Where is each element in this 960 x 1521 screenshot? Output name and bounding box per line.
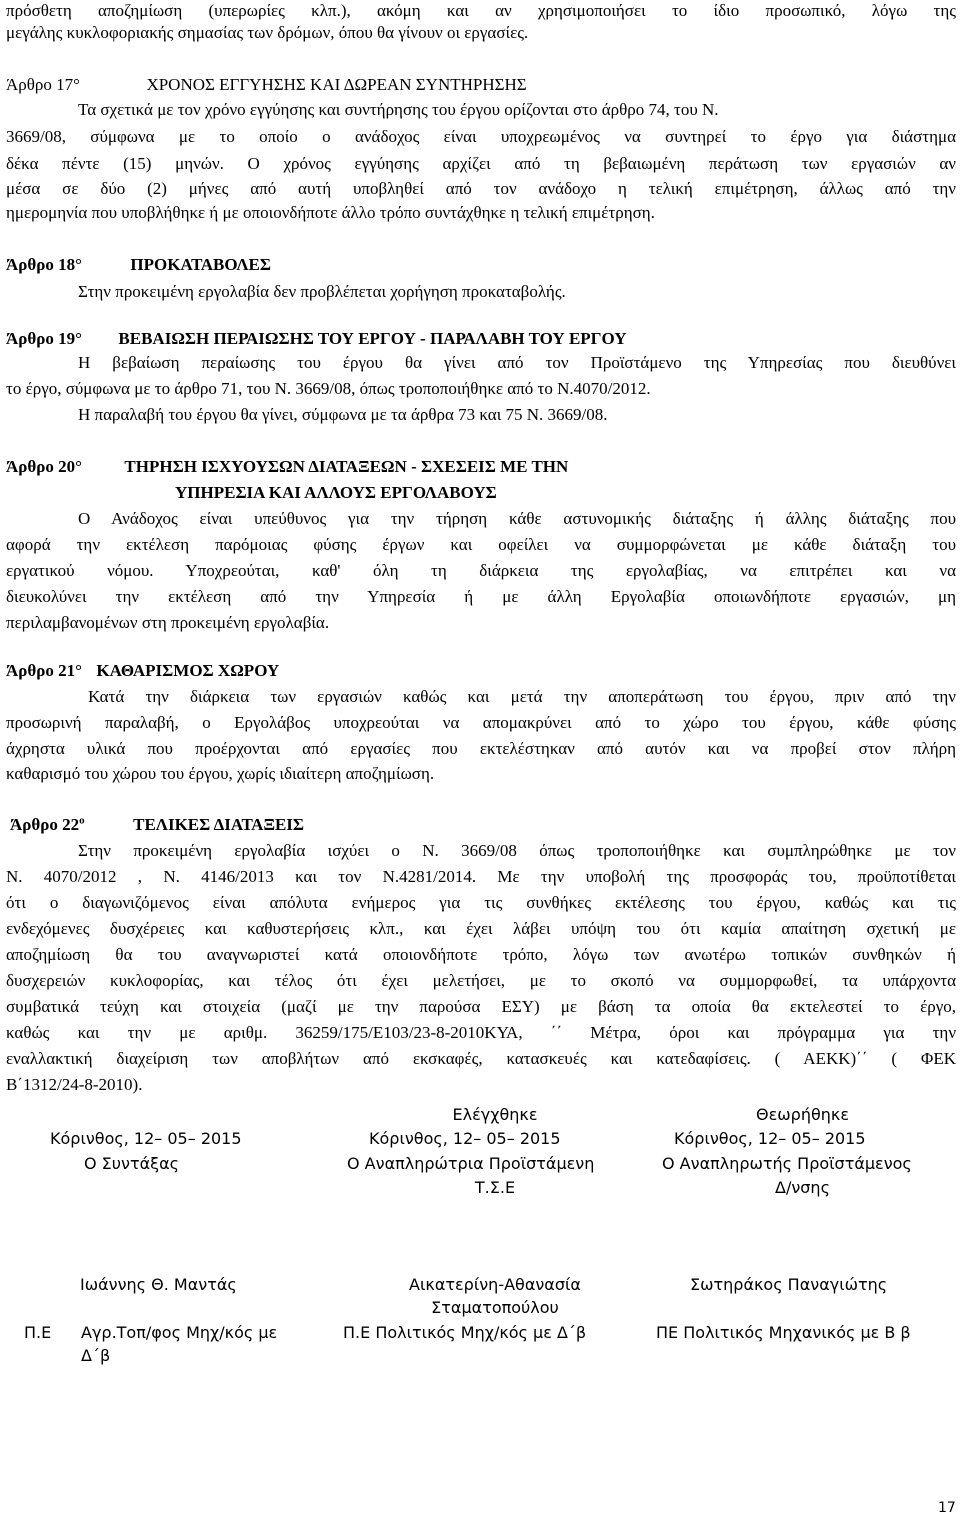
- signature-heading: Ελέγχθηκε: [452, 1105, 538, 1124]
- paragraph-line: Κατά την διάρκεια των εργασιών καθώς και μετά την αποπεράτωση του έργου, πριν από την: [88, 687, 956, 706]
- paragraph-line: συμβατικά τεύχη και στοιχεία (μαζί με την παρούσα ΕΣΥ) με βάση τα οποία θα εκτελεστεί το έργο,: [6, 997, 956, 1016]
- article-19-heading: [6, 328, 627, 350]
- paragraph-line: διευκολύνει την εκτέλεση από την Υπηρεσία ή με άλλη Εργολαβία οποιωνδήποτε εργασιών, μη: [6, 587, 956, 606]
- page-number: 17: [938, 1500, 956, 1516]
- paragraph-line: Στην προκειμένη εργολαβία ισχύει ο Ν. 3669/08 όπως τροποποιήθηκε και συμπληρώθηκε με τον: [78, 841, 956, 860]
- signer-title: ΠΕ Πολιτικός Μηχανικός με Β β: [656, 1323, 911, 1342]
- paragraph-line: περιλαμβανομένων στη προκειμένη εργολαβία.: [6, 613, 330, 632]
- paragraph-line: Η βεβαίωση περαίωσης του έργου θα γίνει από τον Προϊστάμενο της Υπηρεσίας που διευθύνει: [78, 353, 956, 372]
- paragraph-line: Β΄1312/24-8-2010).: [6, 1075, 143, 1094]
- signature-role: Τ.Σ.Ε: [474, 1178, 516, 1197]
- signer-title: Αγρ.Τοπ/φος Μηχ/κός με: [81, 1323, 278, 1342]
- signature-role: Ο Αναπληρώτρια Προϊστάμενη: [347, 1154, 595, 1173]
- signer-name: Αικατερίνη-Αθανασία: [409, 1275, 581, 1294]
- signer-title: Δ΄β: [81, 1346, 111, 1365]
- signature-date: Κόρινθος, 12– 05– 2015: [674, 1129, 866, 1148]
- paragraph-line: δέκα πέντε (15) μηνών. Ο χρόνος εγγύησης αρχίζει από τη βεβαιωμένη περάτωση των εργασιών αν: [6, 154, 956, 173]
- paragraph-line: εναλλακτική διαχείριση των αποβλήτων από εκσκαφές, κατασκευές και κατεδαφίσεις. ( ΑΕΚΚ)΄΄ ( ΦΕΚ: [6, 1049, 956, 1068]
- paragraph-line: Ν. 4070/2012 , Ν. 4146/2013 και τον Ν.4281/2014. Με την υποβολή της προσφοράς του, προϋποτίθεται: [6, 867, 956, 886]
- signer-name: Σταματοπούλου: [431, 1298, 559, 1317]
- article-18-heading: [6, 254, 271, 276]
- paragraph-line: καθώς και την με αριθμ. 36259/175/Ε103/23-8-2010ΚΥΑ, ΄΄ Μέτρα, όροι και πρόγραμμα για την: [6, 1023, 956, 1042]
- article-label: Άρθρο 17°: [6, 75, 80, 94]
- article-21-heading: [6, 660, 279, 682]
- signer-name: Σωτηράκος Παναγιώτης: [690, 1275, 888, 1294]
- paragraph-line: αφορά την εκτέλεση παρόμοιας φύσης έργων και οφείλει να συμμορφώνεται με κάθε διάταξη του: [6, 535, 956, 554]
- paragraph-line: καθαρισμό του χώρου του έργου, χωρίς ιδιαίτερη αποζημίωση.: [6, 764, 435, 783]
- article-title: ΤΗΡΗΣΗ ΙΣΧΥΟΥΣΩΝ ΔΙΑΤΑΞΕΩΝ - ΣΧΕΣΕΙΣ ΜΕ ΤΗΝ: [124, 457, 569, 476]
- article-label: Άρθρο 20°: [6, 457, 82, 476]
- signature-role: Ο Συντάξας: [84, 1154, 180, 1173]
- paragraph-line: Η παραλαβή του έργου θα γίνει, σύμφωνα με τα άρθρα 73 και 75 Ν. 3669/08.: [78, 405, 608, 424]
- paragraph-line: το έργο, σύμφωνα με το άρθρο 71, του Ν. 3669/08, όπως τροποποιήθηκε από το Ν.4070/2012.: [6, 379, 651, 398]
- article-title: ΧΡΟΝΟΣ ΕΓΓΥΗΣΗΣ ΚΑΙ ΔΩΡΕΑΝ ΣΥΝΤΗΡΗΣΗΣ: [146, 75, 527, 94]
- article-label: Άρθρο 21°: [6, 661, 82, 680]
- signature-date: Κόρινθος, 12– 05– 2015: [369, 1129, 561, 1148]
- paragraph-line: αποζημίωση θα του αναγνωριστεί κατά οποιονδήποτε τρόπο, λόγω των ανωτέρω τοπικών συνθηκών ή: [6, 945, 956, 964]
- signer-name: Ιωάννης Θ. Μαντάς: [80, 1275, 237, 1294]
- paragraph-line: δυσχερειών κυκλοφορίας, και τέλος ότι έχει μελετήσει, με το σκοπό να συμμορφωθεί, τα υπάρχοντα: [6, 971, 956, 990]
- paragraph-line: μέσα σε δύο (2) μήνες από αυτή υποβληθεί από τον ανάδοχο η τελική επιμέτρηση, άλλως από την: [6, 179, 956, 198]
- paragraph-line: Τα σχετικά με τον χρόνο εγγύησης και συντήρησης του έργου ορίζονται στο άρθρο 74, του Ν.: [78, 100, 719, 119]
- paragraph-line: ενδεχόμενες δυσχέρειες και καθυστερήσεις κλπ., και έχει λάβει υπόψη του ότι καμία απαίτηση σχετική με: [6, 919, 956, 938]
- ordinal-superscript: ο: [79, 814, 85, 827]
- intro-line: μεγάλης κυκλοφοριακής σημασίας των δρόμων, όπου θα γίνουν οι εργασίες.: [6, 23, 529, 42]
- signature-date: Κόρινθος, 12– 05– 2015: [50, 1129, 242, 1148]
- paragraph-line: Στην προκειμένη εργολαβία δεν προβλέπεται χορήγηση προκαταβολής.: [78, 282, 566, 301]
- article-label: Άρθρο 18°: [6, 255, 82, 274]
- article-label: Άρθρο $22^o$: [10, 814, 85, 834]
- signature-role: Δ/νσης: [775, 1178, 830, 1197]
- article-title: ΒΕΒΑΙΩΣΗ ΠΕΡΑΙΩΣΗΣ ΤΟΥ ΕΡΓΟΥ - ΠΑΡΑΛΑΒΗ ΤΟΥ ΕΡΓΟΥ: [118, 329, 627, 348]
- article-title-continued: ΥΠΗΡΕΣΙΑ ΚΑΙ ΑΛΛΟΥΣ ΕΡΓΟΛΑΒΟΥΣ: [175, 483, 497, 502]
- signature-heading: Θεωρήθηκε: [756, 1105, 849, 1124]
- intro-line: πρόσθετη αποζημίωση (υπερωρίες κλπ.), ακόμη και αν χρησιμοποιήσει το ίδιο προσωπικό, λόγω της: [6, 1, 956, 20]
- signature-role: Ο Αναπληρωτής Προϊστάμενος: [662, 1154, 912, 1173]
- paragraph-line: Ο Ανάδοχος είναι υπεύθυνος για την τήρηση κάθε αστυνομικής διάταξης ή άλλης διάταξης που: [78, 509, 956, 528]
- article-title: ΚΑΘΑΡΙΣΜΟΣ ΧΩΡΟΥ: [96, 661, 280, 680]
- article-20-heading: [6, 456, 956, 478]
- signer-title: Π.Ε Πολιτικός Μηχ/κός με Δ΄β: [343, 1323, 587, 1342]
- article-22-heading: [10, 814, 304, 836]
- paragraph-line: ημερομηνία που υποβλήθηκε ή με οποιονδήποτε άλλο τρόπο συντάχθηκε η τελική επιμέτρηση.: [6, 203, 655, 222]
- paragraph-line: προσωρινή παραλαβή, ο Εργολάβος υποχρεούται να απομακρύνει από το χώρο του έργου, κάθε φύσης: [6, 713, 956, 732]
- paragraph-line: ότι ο διαγωνιζόμενος είναι απόλυτα ενήμερος για τις συνθήκες εκτέλεσης του έργου, καθώς και τις: [6, 893, 956, 912]
- paragraph-line: εργατικού νόμου. Υποχρεούται, καθ' όλη τη διάρκεια της εργολαβίας, να επιτρέπει και να: [6, 561, 956, 580]
- signer-title: Π.Ε: [24, 1323, 52, 1342]
- article-title: ΤΕΛΙΚΕΣ ΔΙΑΤΑΞΕΙΣ: [133, 815, 305, 834]
- paragraph-line: άχρηστα υλικά που προέρχονται από εργασίες που εκτελέστηκαν από αυτόν και να προβεί στον πλήρη: [6, 739, 956, 758]
- paragraph-line: 3669/08, σύμφωνα με το οποίο ο ανάδοχος είναι υποχρεωμένος να συντηρεί το έργο για διάστημα: [6, 127, 956, 146]
- article-title: ΠΡΟΚΑΤΑΒΟΛΕΣ: [130, 255, 272, 274]
- article-label: Άρθρο 19°: [6, 329, 82, 348]
- article-17-heading: [6, 74, 527, 96]
